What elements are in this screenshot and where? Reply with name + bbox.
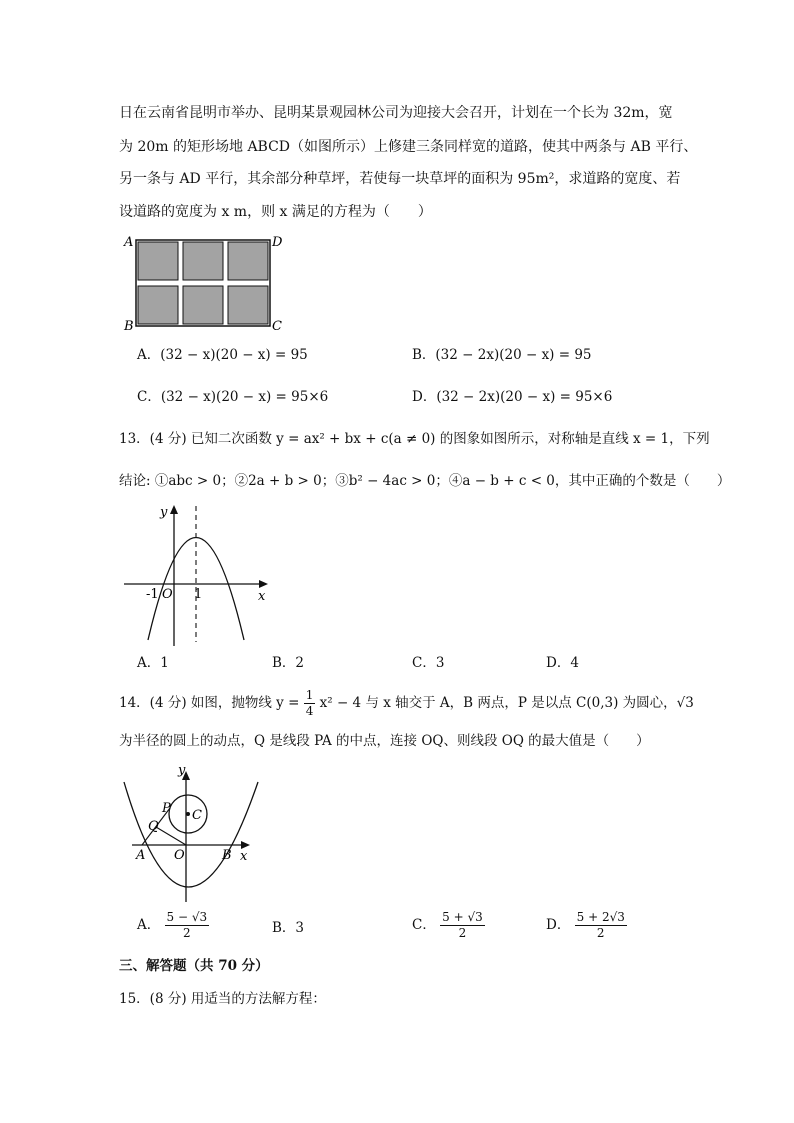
- q14-option-c-letter: C．: [412, 917, 436, 933]
- label-origin: O: [162, 587, 173, 602]
- q14-line-2: 为半径的圆上的动点，Q 是线段 PA 的中点，连接 OQ、则线段 OQ 的最大值是（ ）: [119, 733, 650, 749]
- label-c: C: [272, 319, 282, 334]
- q14-option-a-den: 2: [183, 926, 191, 940]
- q14-option-a-num: 5 − √3: [166, 910, 208, 924]
- q14-option-a-fraction: [165, 910, 210, 941]
- q12-option-a[interactable]: A．(32 − x)(20 − x) = 95: [137, 347, 308, 363]
- q13-option-d[interactable]: D．4: [546, 655, 579, 671]
- q12-option-d[interactable]: D．(32 − 2x)(20 − x) = 95×6: [412, 389, 613, 405]
- lawn-4: [138, 286, 178, 324]
- q14-fraction-den: 4: [305, 704, 314, 718]
- q14-circle-parabola-figure: [118, 764, 268, 906]
- q13-option-c[interactable]: C．3: [412, 655, 445, 671]
- q12-line-1: 日在云南省昆明市举办、昆明某景观园林公司为迎接大会召开，计划在一个长为 32m，宽: [119, 105, 673, 121]
- y-axis-arrow: [170, 505, 178, 514]
- q14-option-d-letter: D．: [546, 917, 571, 933]
- lawn-6: [228, 286, 268, 324]
- q12-rectangle-figure: [120, 230, 290, 335]
- q14-option-c-fraction: [440, 910, 485, 941]
- label-y: y: [160, 505, 168, 520]
- center-c-dot: [186, 812, 190, 816]
- label-x: x: [258, 589, 266, 604]
- label-c: C: [192, 808, 202, 823]
- label-a: A: [136, 848, 146, 863]
- q13-option-b[interactable]: B．2: [272, 655, 305, 671]
- q14-line-1-suffix: x² − 4 与 x 轴交于 A，B 两点，P 是以点 C(0,3) 为圆心，√3: [319, 695, 694, 711]
- q14-option-b-letter: B．: [272, 920, 296, 936]
- lawn-2: [183, 242, 223, 280]
- q14-option-a-letter: A．: [137, 917, 161, 933]
- segment-oq: [156, 827, 186, 845]
- q14-option-a[interactable]: [137, 910, 209, 941]
- q14-option-d[interactable]: [546, 910, 627, 941]
- section-3-title: 三、解答题（共 70 分）: [119, 958, 269, 974]
- q15-text: 15．(8 分) 用适当的方法解方程：: [119, 991, 326, 1007]
- q12-line-3: 另一条与 AD 平行，其余部分种草坪，若使每一块草坪的面积为 95m²，求道路的宽度、若: [119, 171, 681, 187]
- q14-option-c[interactable]: [412, 910, 485, 941]
- q14-option-c-den: 2: [458, 926, 467, 940]
- x-axis-arrow: [241, 841, 250, 849]
- q12-line-2: 为 20m 的矩形场地 ABCD（如图所示）上修建三条同样宽的道路，使其中两条与 AB 平行、: [119, 139, 698, 155]
- q12-option-b[interactable]: B．(32 − 2x)(20 − x) = 95: [412, 347, 592, 363]
- label-a: A: [124, 235, 134, 250]
- q12-line-4: 设道路的宽度为 x m，则 x 满足的方程为（ ）: [119, 204, 432, 220]
- q13-line-1: 13．(4 分) 已知二次函数 y = ax² + bx + c(a ≠ 0) 的图象如图所示，对称轴是直线 x = 1，下列: [119, 431, 710, 447]
- q13-option-a[interactable]: A．1: [137, 655, 169, 671]
- q14-option-c-num: 5 + √3: [442, 910, 483, 924]
- q14-option-d-fraction: [575, 910, 627, 941]
- label-o: O: [174, 848, 185, 863]
- label-b: B: [222, 848, 232, 863]
- q14-option-d-den: 2: [596, 926, 605, 940]
- label-y: y: [178, 764, 186, 778]
- q14-option-b-text: 3: [295, 920, 305, 936]
- q12-option-c[interactable]: C．(32 − x)(20 − x) = 95×6: [137, 389, 329, 405]
- q14-line-1: [119, 688, 694, 719]
- label-neg1: -1: [146, 587, 159, 602]
- q14-fraction-num: 1: [305, 688, 314, 702]
- label-b: B: [124, 319, 134, 334]
- lawn-3: [228, 242, 268, 280]
- parabola-curve: [124, 782, 258, 887]
- q13-line-2: 结论: ①abc > 0；②2a + b > 0；③b² − 4ac > 0；④a − b + c < 0，其中正确的个数是（ ）: [119, 473, 731, 489]
- x-axis-arrow: [259, 580, 268, 588]
- q14-fraction: [304, 688, 316, 719]
- lawn-1: [138, 242, 178, 280]
- label-one: 1: [194, 587, 203, 602]
- label-d: D: [272, 235, 283, 250]
- q14-option-d-num: 5 + 2√3: [576, 910, 625, 924]
- q14-line-1-prefix: 14．(4 分) 如图，抛物线 y =: [119, 695, 300, 711]
- q13-parabola-figure: [118, 500, 278, 648]
- lawn-5: [183, 286, 223, 324]
- q14-option-b[interactable]: [272, 918, 304, 938]
- label-p: P: [162, 801, 171, 816]
- label-x: x: [240, 849, 248, 864]
- label-q: Q: [148, 819, 159, 834]
